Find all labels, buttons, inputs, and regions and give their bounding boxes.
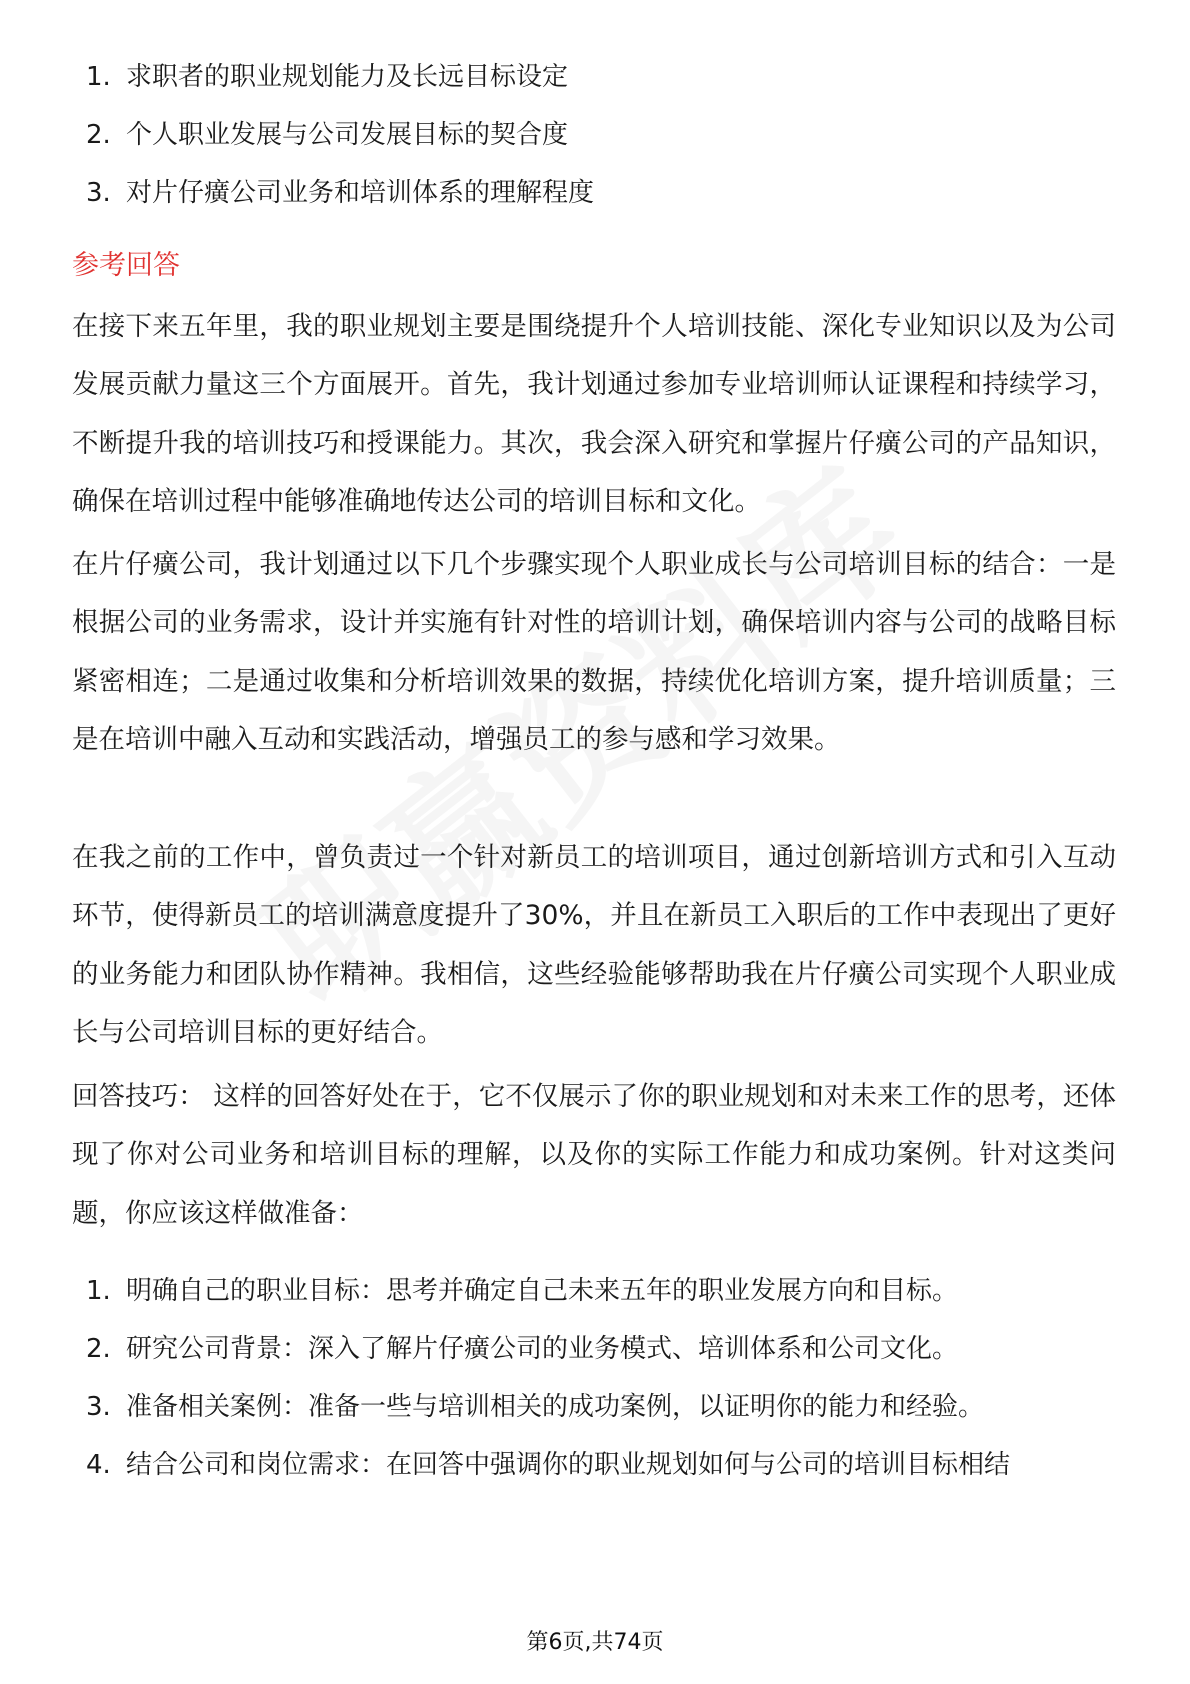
list-text: 结合公司和岗位需求：在回答中强调你的职业规划如何与公司的培训目标相结 bbox=[126, 1450, 1011, 1480]
list-number: 2. bbox=[86, 1334, 111, 1364]
section-title: 参考回答 bbox=[72, 250, 180, 281]
list-number: 1. bbox=[86, 1276, 111, 1306]
list-number: 2. bbox=[86, 120, 111, 150]
list-text: 求职者的职业规划能力及长远目标设定 bbox=[126, 62, 569, 92]
list-item bbox=[86, 106, 1126, 164]
answer-paragraph-1: 在接下来五年里，我的职业规划主要是围绕提升个人培训技能、深化专业知识以及为公司发展贡献力量这三个方面展开。首先，我计划通过参加专业培训师认证课程和持续学习，不断提升我的培训技巧和授课能力。其次，我会深入研究和掌握片仔癀公司的产品知识，确保在培训过程中能够准确地传达公司的培训目标和文化。 bbox=[72, 311, 1116, 517]
list-item bbox=[86, 1436, 1126, 1494]
tips-paragraph: 回答技巧： 这样的回答好处在于，它不仅展示了你的职业规划和对未来工作的思考，还体现了你对公司业务和培训目标的理解，以及你的实际工作能力和成功案例。针对这类问题，你应该这样做准备： bbox=[72, 1081, 1116, 1229]
list-item bbox=[86, 1320, 1126, 1378]
answer-paragraph-2: 在片仔癀公司，我计划通过以下几个步骤实现个人职业成长与公司培训目标的结合：一是根据公司的业务需求，设计并实施有针对性的培训计划，确保培训内容与公司的战略目标紧密相连；二是通过收集和分析培训效果的数据，持续优化培训方案，提升培训质量；三是在培训中融入互动和实践活动，增强员工的参与感和学习效果。 bbox=[72, 549, 1116, 755]
list-text: 研究公司背景：深入了解片仔癀公司的业务模式、培训体系和公司文化。 bbox=[126, 1334, 959, 1364]
answer-paragraph-3: 在我之前的工作中，曾负责过一个针对新员工的培训项目，通过创新培训方式和引入互动环节，使得新员工的培训满意度提升了30%，并且在新员工入职后的工作中表现出了更好的业务能力和团队协作精神。我相信，这些经验能够帮助我在片仔癀公司实现个人职业成长与公司培训目标的更好结合。 bbox=[72, 842, 1116, 1048]
list-text: 明确自己的职业目标：思考并确定自己未来五年的职业发展方向和目标。 bbox=[126, 1276, 959, 1306]
list-number: 3. bbox=[86, 1392, 111, 1422]
list-text: 对片仔癀公司业务和培训体系的理解程度 bbox=[126, 178, 595, 208]
list-number: 4. bbox=[86, 1450, 111, 1480]
page-number: 第6页,共74页 bbox=[526, 1630, 664, 1655]
list-number: 1. bbox=[86, 62, 111, 92]
list-item bbox=[86, 164, 1126, 222]
list-number: 3. bbox=[86, 178, 111, 208]
evaluation-points-list bbox=[86, 48, 1126, 222]
list-item bbox=[86, 1262, 1126, 1320]
list-text: 准备相关案例：准备一些与培训相关的成功案例，以证明你的能力和经验。 bbox=[126, 1392, 985, 1422]
preparation-tips-list bbox=[86, 1262, 1126, 1494]
list-text: 个人职业发展与公司发展目标的契合度 bbox=[126, 120, 569, 150]
list-item bbox=[86, 1378, 1126, 1436]
list-item bbox=[86, 48, 1126, 106]
